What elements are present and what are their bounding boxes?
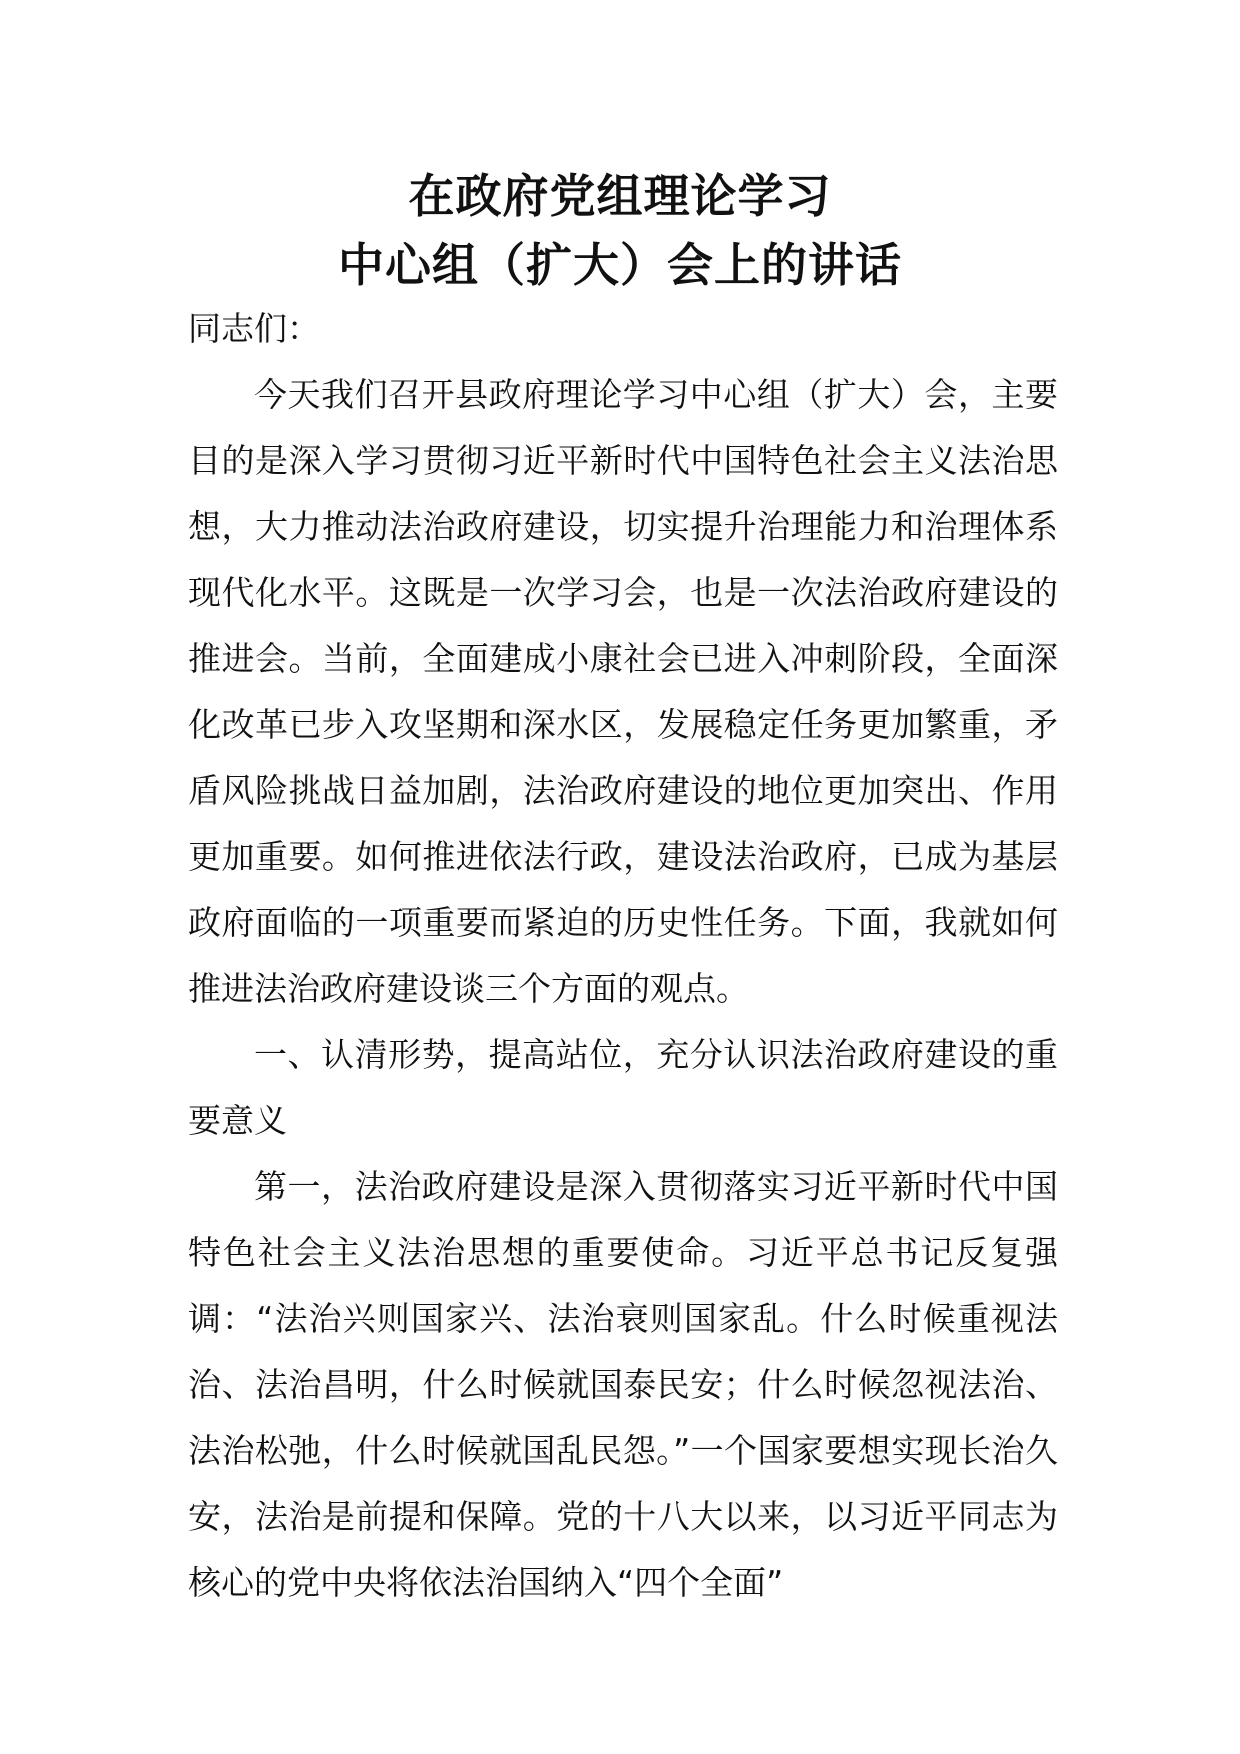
paragraph-first-point: 第一，法治政府建设是深入贯彻落实习近平新时代中国特色社会主义法治思想的重要使命。习近平总书记反复强调：“法治兴则国家兴、法治衰则国家乱。什么时候重视法治、法治昌明，什么时候就国泰民安；什么时候忽视法治、法治松弛，什么时候就国乱民怨。”一个国家要想实现长治久安，法治是前提和保障。党的十八大以来，以习近平同志为核心的党中央将依法治国纳入“四个全面” [188,1167,1058,1602]
section-heading-1: 一、认清形势，提高站位，充分认识法治政府建设的重要意义 [188,1035,1058,1140]
document-title-line-2: 中心组（扩大）会上的讲话 [338,238,902,292]
salutation: 同志们： [188,309,320,348]
document-title-line-1: 在政府党组理论学习 [408,169,832,223]
paragraph-intro: 今天我们召开县政府理论学习中心组（扩大）会，主要目的是深入学习贯彻习近平新时代中国特色社会主义法治思想，大力推动法治政府建设，切实提升治理能力和治理体系现代化水平。这既是一次学习会，也是一次法治政府建设的推进会。当前，全面建成小康社会已进入冲刺阶段，全面深化改革已步入攻坚期和深水区，发展稳定任务更加繁重，矛盾风险挑战日益加剧，法治政府建设的地位更加突出、作用更加重要。如何推进依法行政，建设法治政府，已成为基层政府面临的一项重要而紧迫的历史性任务。下面，我就如何推进法治政府建设谈三个方面的观点。 [188,375,1058,1008]
